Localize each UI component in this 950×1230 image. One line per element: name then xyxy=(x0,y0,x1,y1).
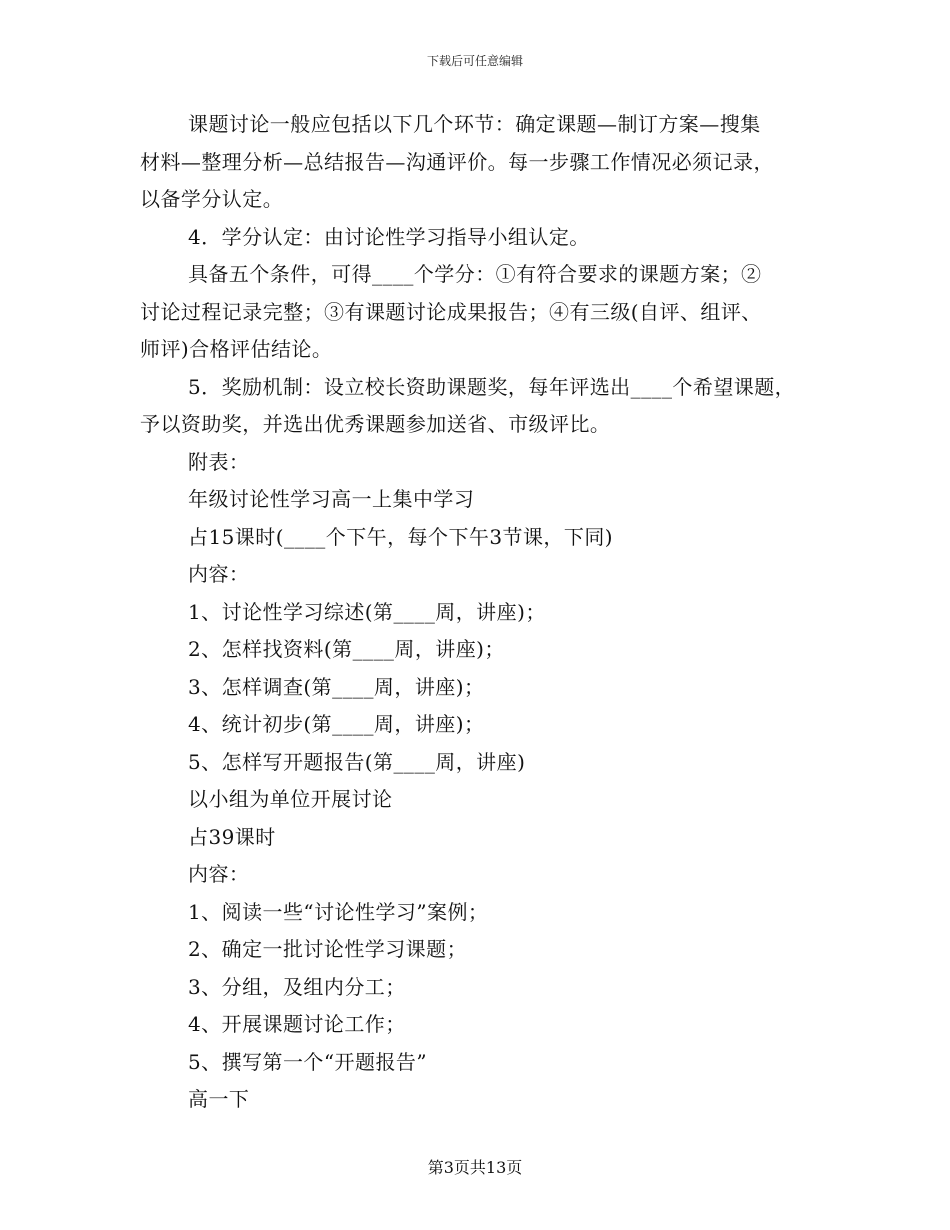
text-line: 课题讨论一般应包括以下几个环节：确定课题—制订方案—搜集 xyxy=(188,112,761,136)
text-line: 4．学分认定：由讨论性学习指导小组认定。 xyxy=(188,224,590,249)
text-line: 年级讨论性学习高一上集中学习 xyxy=(188,487,475,511)
text-line: 内容： xyxy=(188,562,250,586)
text-line: 3、分组，及组内分工； xyxy=(188,974,406,999)
text-line: 5、撰写第一个“开题报告” xyxy=(188,1049,428,1074)
text-line: 以备学分认定。 xyxy=(140,187,284,211)
text-line: 5．奖励机制：设立校长资助课题奖，每年评选出____个希望课题， xyxy=(188,374,796,399)
text-line: 以小组为单位开展讨论 xyxy=(188,787,393,811)
text-line: 占39课时 xyxy=(188,824,276,849)
text-line: 予以资助奖，并选出优秀课题参加送省、市级评比。 xyxy=(140,412,611,436)
text-line: 2、确定一批讨论性学习课题； xyxy=(188,937,468,961)
text-line: 附表： xyxy=(188,449,250,474)
text-line: 师评)合格评估结论。 xyxy=(140,337,333,361)
text-line: 1、阅读一些“讨论性学习”案例； xyxy=(188,899,489,924)
text-line: 具备五个条件，可得____个学分：①有符合要求的课题方案；② xyxy=(188,262,762,286)
text-line: 4、统计初步(第____周，讲座)； xyxy=(188,712,485,736)
text-line: 内容： xyxy=(188,862,250,886)
page-header: 下载后可任意编辑 xyxy=(426,54,523,68)
text-line: 讨论过程记录完整；③有课题讨论成果报告；④有三级(自评、组评、 xyxy=(140,299,762,324)
text-line: 占15课时(____个下午，每个下午3节课，下同) xyxy=(188,524,614,549)
text-line: 1、讨论性学习综述(第____周，讲座)； xyxy=(188,599,546,624)
text-line: 5、怎样写开题报告(第____周，讲座) xyxy=(188,749,526,774)
text-line: 材料—整理分析—总结报告—沟通评价。每一步骤工作情况必须记录， xyxy=(140,149,774,174)
text-line: 高一下 xyxy=(188,1087,250,1111)
document-body xyxy=(140,106,830,1119)
page-footer: 第3页共13页 xyxy=(427,1158,523,1177)
text-line: 2、怎样找资料(第____周，讲座)； xyxy=(188,637,505,661)
text-line: 3、怎样调查(第____周，讲座)； xyxy=(188,674,485,699)
text-line: 4、开展课题讨论工作； xyxy=(188,1012,406,1036)
